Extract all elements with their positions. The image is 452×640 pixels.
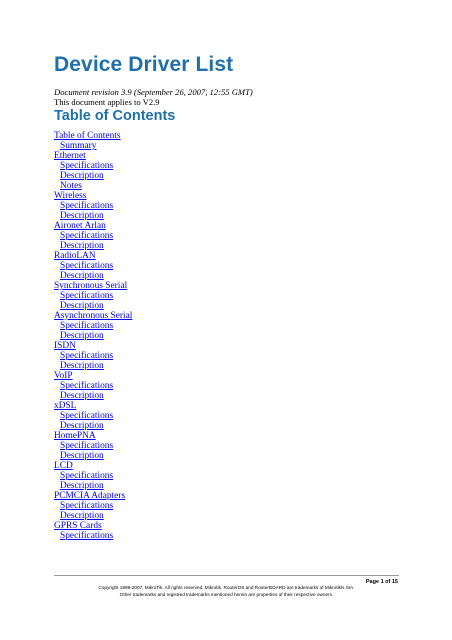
toc-item [54, 251, 354, 261]
toc-section-link[interactable]: Ethernet [54, 151, 86, 161]
toc-subsection-link[interactable]: Specifications [60, 381, 114, 391]
toc-subsection-link[interactable]: Specifications [60, 321, 114, 331]
toc-subsection-link[interactable]: Specifications [60, 351, 114, 361]
toc-item [54, 151, 354, 161]
toc-item [54, 271, 354, 281]
table-of-contents [54, 131, 354, 541]
toc-item [54, 191, 354, 201]
toc-item [54, 311, 354, 321]
toc-item [54, 501, 354, 511]
document-title: Device Driver List [54, 53, 234, 76]
toc-item [54, 281, 354, 291]
toc-section-link[interactable]: Table of Contents [54, 131, 121, 141]
toc-section-link[interactable]: LCD [54, 461, 73, 471]
toc-item [54, 461, 354, 471]
toc-section-link[interactable]: RadioLAN [54, 251, 96, 261]
toc-item [54, 241, 354, 251]
toc-subsection-link[interactable]: Specifications [60, 441, 114, 451]
toc-section-link[interactable]: VoIP [54, 371, 73, 381]
toc-item [54, 391, 354, 401]
toc-item [54, 171, 354, 181]
toc-item [54, 131, 354, 141]
toc-item [54, 361, 354, 371]
toc-item [54, 301, 354, 311]
toc-section-link[interactable]: xDSL [54, 401, 77, 411]
toc-item [54, 141, 354, 151]
copyright-line: Copyright 1999-2007, MikroTik. All rights reserved. Mikrotik, RouterOS and RouterBOARD are trademarks of Mikrotikls SIA. [98, 585, 355, 590]
toc-subsection-link[interactable]: Specifications [60, 291, 114, 301]
toc-section-link[interactable]: Aironet Arlan [54, 221, 106, 231]
applies-to-version: This document applies to V2.9 [54, 97, 160, 107]
toc-item [54, 531, 354, 541]
toc-item [54, 471, 354, 481]
toc-item [54, 291, 354, 301]
toc-item [54, 371, 354, 381]
footer-divider [54, 575, 399, 576]
toc-subsection-link[interactable]: Specifications [60, 501, 114, 511]
toc-item [54, 381, 354, 391]
toc-item [54, 181, 354, 191]
toc-item [54, 231, 354, 241]
toc-subsection-link[interactable]: Specifications [60, 261, 114, 271]
toc-subsection-link[interactable]: Specifications [60, 411, 114, 421]
toc-item [54, 211, 354, 221]
toc-subsection-link[interactable]: Description [60, 171, 104, 181]
toc-subsection-link[interactable]: Specifications [60, 471, 114, 481]
toc-heading: Table of Contents [54, 108, 176, 124]
toc-subsection-link[interactable]: Description [60, 481, 104, 491]
toc-section-link[interactable]: HomePNA [54, 431, 96, 441]
toc-subsection-link[interactable]: Specifications [60, 161, 114, 171]
toc-subsection-link[interactable]: Description [60, 211, 104, 221]
toc-section-link[interactable]: Wireless [54, 191, 87, 201]
toc-subsection-link[interactable]: Description [60, 301, 104, 311]
toc-item [54, 261, 354, 271]
toc-item [54, 351, 354, 361]
trademark-line: Other trademarks and registred trademarks mentioned herein are properties of their respective owners. [119, 592, 334, 597]
toc-section-link[interactable]: Asynchronous Serial [54, 311, 133, 321]
toc-item [54, 451, 354, 461]
toc-item [54, 221, 354, 231]
toc-subsection-link[interactable]: Specifications [60, 531, 114, 541]
toc-item [54, 491, 354, 501]
toc-item [54, 511, 354, 521]
toc-item [54, 341, 354, 351]
toc-subsection-link[interactable]: Specifications [60, 201, 114, 211]
toc-item [54, 521, 354, 531]
toc-subsection-link[interactable]: Description [60, 331, 104, 341]
toc-item [54, 481, 354, 491]
toc-subsection-link[interactable]: Description [60, 451, 104, 461]
toc-item [54, 331, 354, 341]
toc-subsection-link[interactable]: Specifications [60, 231, 114, 241]
page-number: Page 1 of 15 [365, 579, 398, 585]
toc-subsection-link[interactable]: Description [60, 241, 104, 251]
toc-item [54, 431, 354, 441]
toc-item [54, 201, 354, 211]
toc-subsection-link[interactable]: Description [60, 361, 104, 371]
toc-subsection-link[interactable]: Description [60, 271, 104, 281]
toc-section-link[interactable]: GPRS Cards [54, 521, 102, 531]
toc-section-link[interactable]: PCMCIA Adapters [54, 491, 126, 501]
toc-subsection-link[interactable]: Description [60, 511, 104, 521]
toc-subsection-link[interactable]: Description [60, 421, 104, 431]
toc-item [54, 421, 354, 431]
toc-item [54, 441, 354, 451]
toc-section-link[interactable]: Synchronous Serial [54, 281, 128, 291]
toc-subsection-link[interactable]: Description [60, 391, 104, 401]
toc-item [54, 161, 354, 171]
document-revision: Document revision 3.9 (September 26, 2007, 12:55 GMT) [54, 87, 253, 97]
toc-section-link[interactable]: ISDN [54, 341, 76, 351]
toc-subsection-link[interactable]: Summary [60, 141, 97, 151]
toc-item [54, 321, 354, 331]
toc-item [54, 401, 354, 411]
toc-item [54, 411, 354, 421]
toc-subsection-link[interactable]: Notes [60, 181, 82, 191]
